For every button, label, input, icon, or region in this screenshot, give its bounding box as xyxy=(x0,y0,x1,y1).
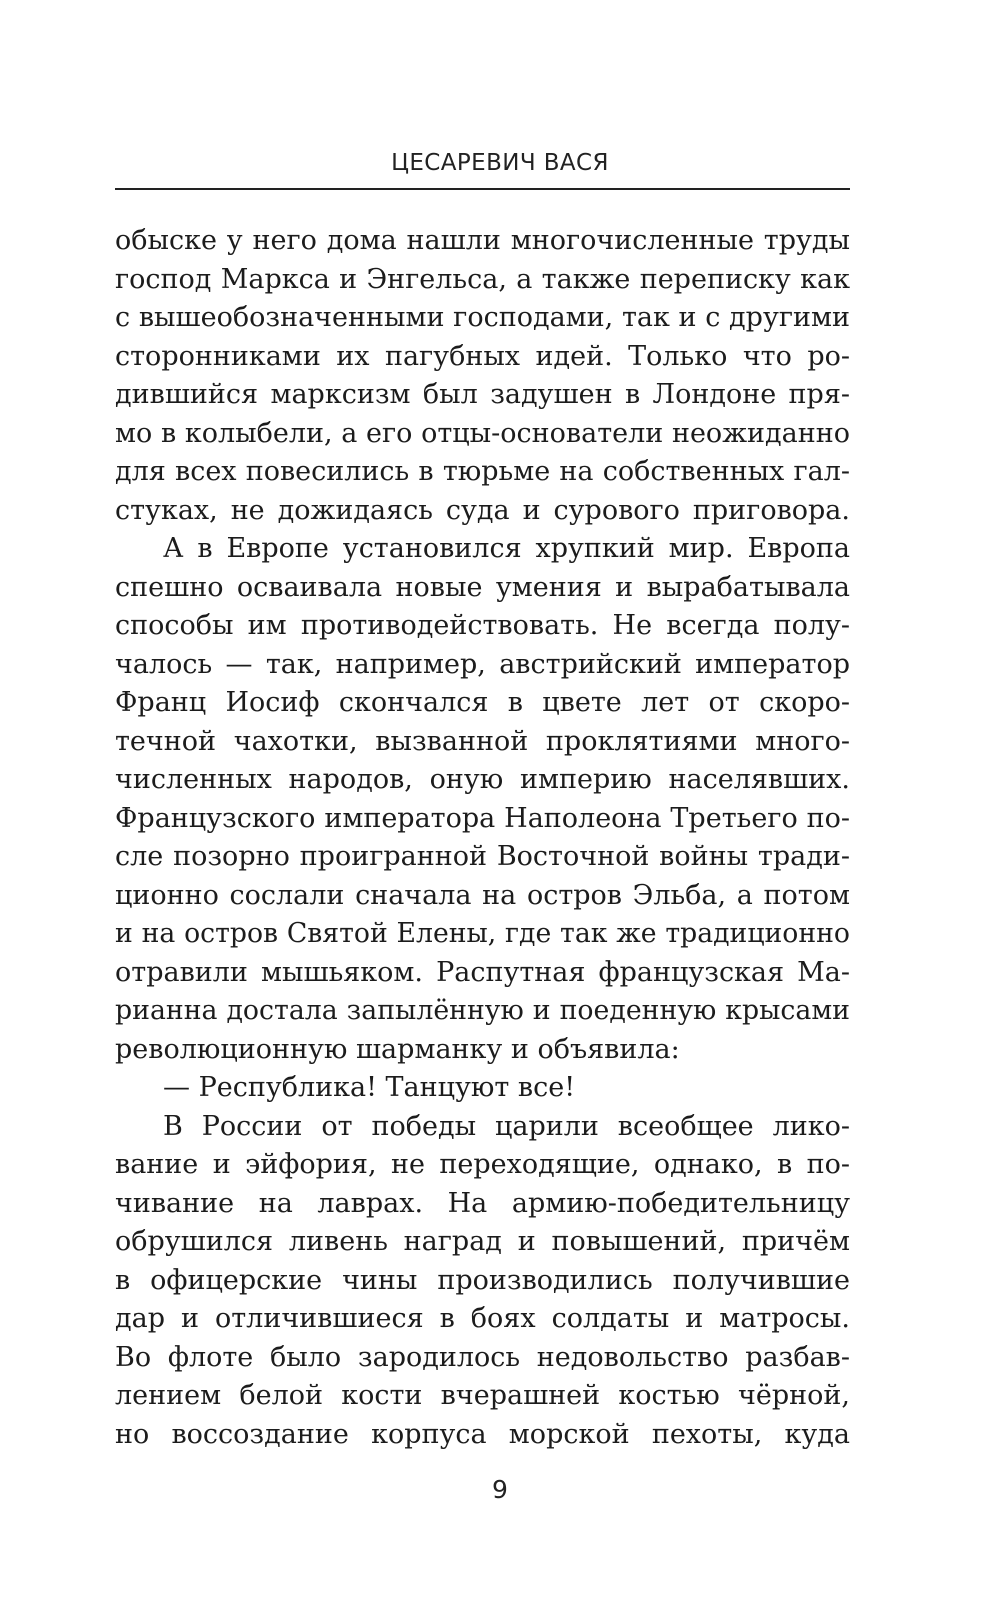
page-number: 9 xyxy=(492,1475,508,1504)
text-line: дившийся марксизм был задушен в Лондоне пря- xyxy=(115,379,850,410)
running-head: ЦЕСАРЕВИЧ ВАСЯ xyxy=(391,150,609,176)
text-line: и на остров Святой Елены, где так же традиционно xyxy=(115,918,850,949)
text-line: отравили мышьяком. Распутная французская Ма- xyxy=(115,956,850,988)
text-line: вание и эйфория, не переходящие, однако, в по- xyxy=(115,1149,850,1180)
text-line: спешно осваивала новые умения и вырабатывала xyxy=(115,571,850,603)
text-line: Во флоте было зародилось недовольство разбав- xyxy=(115,1341,850,1373)
text-line: сле позорно проигранной Восточной войны тради- xyxy=(115,841,850,872)
text-line: Французского императора Наполеона Третьего по- xyxy=(115,802,850,834)
text-line: господ Маркса и Энгельса, а также переписку как xyxy=(115,263,850,295)
text-line: В России от победы царили всеобщее лико- xyxy=(163,1110,850,1142)
text-line: способы им противодействовать. Не всегда полу- xyxy=(115,610,850,641)
text-line: мо в колыбели, а его отцы-основатели неожиданно xyxy=(115,417,850,449)
text-line: для всех повесились в тюрьме на собственных гал- xyxy=(115,456,850,487)
text-line: лением белой кости вчерашней костью чёрной, xyxy=(115,1380,850,1411)
text-line: дар и отличившиеся в боях солдаты и матросы. xyxy=(115,1303,850,1334)
header-rule xyxy=(115,188,850,190)
text-line: обрушился ливень наград и повышений, причём xyxy=(115,1226,850,1257)
dialogue-line: — Республика! Танцуют все! xyxy=(163,1072,576,1103)
text-line: А в Европе установился хрупкий мир. Европа xyxy=(163,533,850,564)
text-line: Франц Иосиф скончался в цвете лет от скоро- xyxy=(115,687,850,718)
text-line: в офицерские чины производились получившие xyxy=(115,1264,850,1296)
text-line: чивание на лаврах. На армию-победительницу xyxy=(115,1187,850,1219)
text-line: ционно сослали сначала на остров Эльба, а потом xyxy=(115,879,850,911)
text-line: сторонниками их пагубных идей. Только что ро- xyxy=(115,340,850,372)
text-line: с вышеобозначенными господами, так и с другими xyxy=(115,302,850,333)
text-line: стуках, не дожидаясь суда и сурового приговора. xyxy=(115,494,850,526)
text-line: численных народов, оную империю населявших. xyxy=(115,764,850,795)
text-line: революционную шарманку и объявила: xyxy=(115,1033,680,1065)
text-line: обыске у него дома нашли многочисленные труды xyxy=(115,225,850,256)
text-line: рианна достала запылённую и поеденную крысами xyxy=(115,995,850,1026)
text-line: чалось — так, например, австрийский император xyxy=(115,648,850,680)
body-text xyxy=(115,222,850,1454)
text-line: но воссоздание корпуса морской пехоты, куда xyxy=(115,1418,850,1450)
text-line: течной чахотки, вызванной проклятиями много- xyxy=(115,725,850,757)
